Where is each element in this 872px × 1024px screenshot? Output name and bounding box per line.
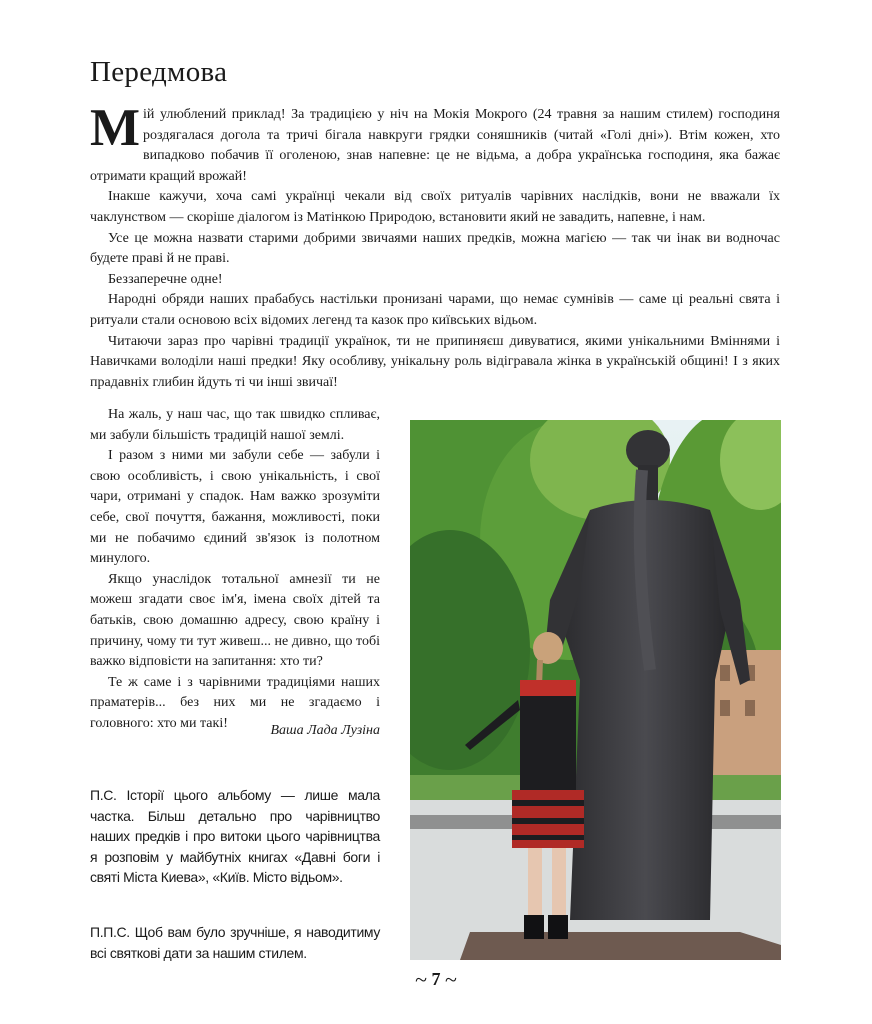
column-paragraph-2: І разом з ними ми забули себе — забули і свою особливість, і свою унікальність, і свої чари, отримані у спадок. Нам важко зрозуміти себе, свої почуття, бажання, можливості, поки ми не побачимо єдиний зв'язок із полотном минулого. (90, 448, 380, 567)
statue-photo (410, 420, 781, 960)
left-column-text (90, 405, 380, 735)
page-title: Передмова (90, 56, 228, 88)
drop-cap: М (90, 99, 141, 157)
page-footer (0, 967, 872, 993)
intro-paragraph-6: Читаючи зараз про чарівні традиції українок, ти не припиняєш дивуватися, якими унікальними Вміннями і Навичками володіли наші предки! Яку особливу, унікальну роль відігравала жінка в українській общині! І з яких прадавніх глибин йдуть ті чи інші звичаї! (90, 333, 780, 390)
column-paragraph-4: Те ж саме і з чарівними традиціями наших праматерів... без них ми не згадаємо і головного: хто ми такі! (90, 674, 380, 731)
intro-paragraph-5: Народні обряди наших прабабусь настільки пронизані чарами, що немає сумнівів — саме ці реальні свята і ритуали стали основою всіх відомих легенд та казок про київських відьом. (90, 292, 780, 328)
intro-paragraph-2: Інакше кажучи, хоча самі українці чекали від своїх ритуалів чарівних наслідків, вони не вважали їх чаклунством — скоріше діалогом із Матінкою Природою, встановити який не завадить, напевне, і нам. (90, 189, 780, 225)
author-signature: Ваша Лада Лузіна (270, 723, 380, 738)
column-paragraph-1: На жаль, у наш час, що так швидко спливає, ми забули більшість традицій нашої землі. (90, 407, 380, 443)
intro-paragraph-3: Усе це можна назвати старими добрими звичаями наших предків, можна магією — так чи інак ви водночас будете праві й не праві. (90, 230, 780, 267)
post-postscript: П.П.С. Щоб вам було зручніше, я наводитиму всі святкові дати за нашим стилем. (90, 924, 380, 961)
postscript: П.С. Історії цього альбому — лише мала частка. Більш детально про чарівництво наших предків і про витоки цього чарівництва я розповім у майбутніх книгах «Давні боги і святі Міста Киева», «Київ. Місто відьом». (90, 787, 380, 886)
column-paragraph-3: Якщо унаслідок тотальної амнезії ти не можеш згадати своє ім'я, імена своїх дітей та батьків, свою домашню адресу, свою країну і причину, чому ти тут живеш... не дивно, що тобі важко відповісти на запитання: хто ти? (90, 571, 380, 670)
ornament-left: ~ (415, 967, 427, 992)
statue-photo-illustration (410, 420, 781, 960)
intro-paragraph-1: Мій улюблений приклад! За традицією у ніч на Мокія Мокрого (24 травня за нашим стилем) господиня роздягалася догола та тричі бігала навкруги грядки соняшників (читай «Голі дні»). Втім кожен, хто випадково побачив її оголеною, знав напевне: це не відьма, а добра українська господиня, яка бажає отримати кращий врожай! (90, 99, 780, 184)
intro-text (90, 99, 780, 393)
page-number: 7 (431, 969, 441, 989)
intro-paragraph-4: Беззаперечне одне! (108, 271, 223, 287)
ornament-right: ~ (445, 967, 457, 992)
